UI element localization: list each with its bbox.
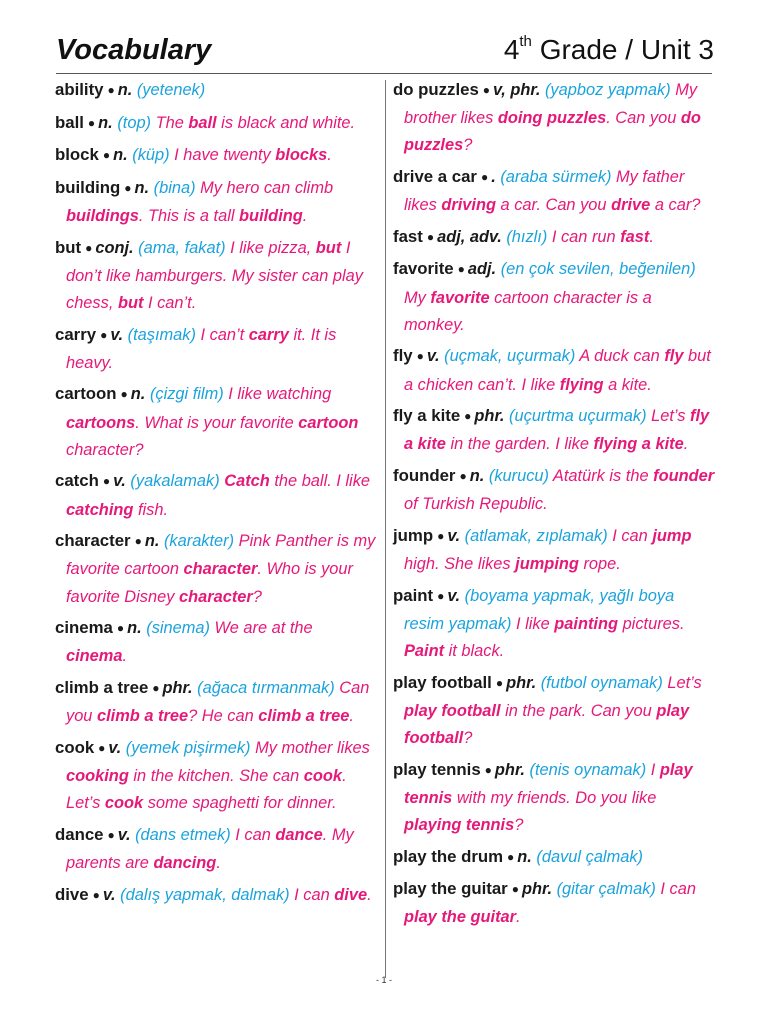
part-of-speech: n.	[134, 178, 150, 197]
example-sentence: My father likes driving a car. Can you drive a car?	[404, 168, 701, 215]
bullet-icon: ●	[116, 621, 125, 636]
bullet-icon: ●	[437, 588, 445, 603]
part-of-speech: phr.	[506, 673, 537, 692]
vocab-entry	[393, 163, 715, 219]
turkish-translation: (futbol oynamak)	[540, 673, 663, 692]
turkish-translation: (gitar çalmak)	[556, 880, 656, 899]
vocab-word: cartoon	[55, 384, 117, 404]
highlighted-word: climb a tree	[258, 707, 350, 726]
vocab-word: drive a car	[393, 167, 477, 186]
vocab-entry	[393, 462, 715, 518]
highlighted-word: flying	[559, 375, 604, 394]
example-sentence: I play tennis with my friends. Do you like playing tennis?	[404, 760, 693, 834]
part-of-speech: n.	[98, 113, 113, 132]
highlighted-word: dancing	[153, 853, 217, 872]
vocab-entry	[393, 402, 715, 458]
vocab-word: ball	[55, 112, 84, 132]
highlighted-word: jump	[652, 526, 692, 545]
part-of-speech: phr.	[494, 760, 525, 779]
example-sentence: I can dance. My parents are dancing.	[66, 825, 354, 872]
vocab-word: character	[55, 531, 131, 551]
highlighted-word: cartoons	[66, 413, 136, 432]
part-of-speech: v.	[447, 586, 461, 605]
bullet-icon: ●	[134, 534, 142, 549]
bullet-icon: ●	[416, 349, 424, 364]
example-sentence: I like painting pictures. Paint it black.	[404, 614, 685, 660]
highlighted-word: character	[183, 560, 258, 579]
example-sentence: We are at the cinema.	[66, 619, 313, 666]
highlighted-word: blocks	[275, 146, 328, 165]
turkish-translation: (top)	[117, 113, 152, 132]
example-sentence: A duck can fly but a chicken can’t. I like flying a kite.	[404, 347, 711, 394]
highlighted-word: painting	[554, 614, 619, 633]
vocab-word: but	[55, 237, 82, 257]
bullet-icon: ●	[107, 827, 115, 842]
turkish-translation: (sinema)	[146, 619, 210, 638]
turkish-translation: (küp)	[132, 146, 170, 165]
turkish-translation: (boyama yapmak, yağlı boya resim yapmak)	[404, 586, 675, 633]
bullet-icon: ●	[85, 240, 93, 255]
vocab-entry	[393, 669, 715, 753]
vocab-word: fast	[393, 226, 423, 246]
vocab-entry	[55, 141, 377, 170]
grade-unit-text: Grade / Unit 3	[539, 34, 714, 65]
highlighted-word: play football	[404, 701, 501, 720]
part-of-speech: v.	[117, 825, 131, 844]
turkish-translation: (ağaca tırmanmak)	[197, 678, 335, 697]
example-sentence: I can play the guitar.	[404, 880, 696, 927]
vocab-word: carry	[55, 324, 97, 344]
vocab-entry	[55, 674, 377, 730]
highlighted-word: driving	[441, 196, 496, 215]
vocab-entry	[55, 76, 377, 105]
example-sentence: My mother likes cooking in the kitchen. She can cook. Let’s cook some spaghetti for dinner.	[66, 738, 370, 813]
vocab-word: play tennis	[393, 759, 481, 779]
vocab-word: building	[55, 177, 121, 197]
vocab-entry	[393, 255, 715, 339]
vocabulary-column-right	[393, 76, 715, 935]
bullet-icon: ●	[102, 148, 111, 163]
example-sentence: I like pizza, but I don’t like hamburgers. My sister can play chess, but I can’t.	[66, 238, 363, 312]
part-of-speech: v.	[426, 347, 440, 366]
bullet-icon: ●	[457, 262, 465, 277]
vocab-word: cook	[55, 737, 95, 757]
vocab-word: dance	[55, 824, 104, 844]
vocab-entry	[393, 223, 715, 252]
turkish-translation: (araba sürmek)	[500, 168, 612, 186]
vocab-word: ability	[55, 80, 104, 99]
highlighted-word: playing tennis	[404, 815, 515, 834]
turkish-translation: (dalış yapmak, dalmak)	[120, 885, 290, 904]
vocab-word: jump	[393, 525, 434, 545]
turkish-translation: (en çok sevilen, beğenilen)	[500, 260, 696, 279]
turkish-translation: (uçmak, uçurmak)	[444, 347, 576, 366]
part-of-speech: n.	[113, 146, 128, 165]
highlighted-word: fly	[664, 347, 684, 366]
example-sentence: I have twenty blocks.	[169, 146, 332, 165]
highlighted-word: buildings	[66, 206, 139, 225]
vocab-word: cinema	[55, 618, 113, 638]
example-sentence: Let’s fly a kite in the garden. I like flying a kite.	[404, 407, 710, 454]
example-sentence: I can dive.	[289, 885, 372, 904]
bullet-icon: ●	[507, 849, 515, 864]
highlighted-word: favorite	[430, 288, 490, 307]
column-divider	[385, 80, 386, 978]
part-of-speech: adj, adv.	[437, 227, 502, 246]
example-sentence: Can you climb a tree? He can climb a tree.	[66, 678, 370, 726]
highlighted-word: but	[117, 293, 144, 312]
example-sentence: My favorite cartoon character is a monkey.	[404, 288, 652, 334]
vocab-word: play the drum	[393, 846, 504, 866]
highlighted-word: cook	[104, 794, 144, 813]
vocab-word: founder	[393, 465, 456, 485]
part-of-speech: n.	[517, 847, 532, 866]
highlighted-word: building	[239, 206, 303, 225]
bullet-icon: ●	[124, 180, 132, 195]
example-sentence: Catch the ball. I like catching fish.	[66, 472, 371, 519]
example-sentence: Atatürk is the founder of Turkish Republic.	[404, 466, 715, 514]
turkish-translation: (hızlı)	[506, 227, 548, 246]
highlighted-word: cooking	[66, 766, 129, 785]
highlighted-word: dive	[334, 885, 368, 904]
grade-suffix: th	[519, 32, 532, 50]
bullet-icon: ●	[484, 762, 492, 777]
example-sentence: The ball is black and white.	[151, 113, 356, 132]
vocab-word: play the guitar	[393, 879, 508, 899]
highlighted-word: cook	[303, 766, 343, 785]
vocab-word: paint	[393, 585, 434, 605]
vocab-entry	[55, 527, 377, 611]
highlighted-word: character	[178, 587, 253, 606]
turkish-translation: (tenis oynamak)	[529, 760, 647, 779]
highlighted-word: jumping	[515, 554, 579, 573]
vocab-word: play football	[393, 672, 492, 692]
bullet-icon: ●	[426, 229, 435, 244]
turkish-translation: (atlamak, zıplamak)	[464, 526, 608, 545]
vocab-entry	[393, 756, 715, 840]
part-of-speech: n.	[127, 619, 142, 638]
vocab-word: dive	[55, 884, 89, 904]
turkish-translation: (dans etmek)	[135, 825, 231, 844]
highlighted-word: carry	[248, 325, 289, 344]
part-of-speech: v.	[447, 526, 461, 545]
part-of-speech: v.	[108, 738, 122, 757]
highlighted-word: play tennis	[404, 760, 693, 807]
vocab-entry	[55, 821, 377, 877]
bullet-icon: ●	[464, 409, 472, 424]
vocab-entry	[55, 234, 377, 318]
grade-number: 4	[503, 34, 520, 65]
header-divider	[56, 73, 712, 74]
example-sentence: I can run fast.	[547, 227, 654, 246]
part-of-speech: v.	[113, 472, 126, 491]
turkish-translation: (çizgi film)	[149, 385, 224, 404]
turkish-translation: (yetenek)	[136, 81, 206, 99]
example-sentence: My brother likes doing puzzles. Can you do puzzles?	[404, 81, 701, 155]
vocab-word: favorite	[393, 259, 454, 279]
highlighted-word: ball	[188, 113, 217, 132]
vocab-word: fly a kite	[393, 406, 461, 426]
part-of-speech: phr.	[521, 880, 553, 899]
highlighted-word: climb a tree	[96, 707, 189, 726]
turkish-translation: (karakter)	[163, 532, 235, 551]
vocabulary-column-left	[55, 76, 377, 913]
highlighted-word: cartoon	[298, 413, 359, 432]
highlighted-word: Paint	[404, 641, 445, 660]
bullet-icon: ●	[107, 83, 115, 97]
part-of-speech: phr.	[474, 407, 505, 426]
bullet-icon: ●	[100, 327, 108, 342]
turkish-translation: (yapboz yapmak)	[544, 81, 671, 99]
example-sentence: Let’s play football in the park. Can you play football?	[404, 673, 702, 747]
turkish-translation: (taşımak)	[127, 325, 196, 344]
vocab-word: fly	[393, 346, 413, 366]
highlighted-word: flying a kite	[593, 435, 684, 454]
vocab-word: climb a tree	[55, 677, 149, 697]
vocab-entry	[55, 380, 377, 464]
highlighted-word: dance	[275, 825, 323, 844]
turkish-translation: (bina)	[153, 178, 196, 197]
highlighted-word: founder	[653, 466, 715, 485]
highlighted-word: play football	[404, 701, 690, 747]
example-sentence: My hero can climb buildings. This is a tall building.	[66, 178, 334, 225]
bullet-icon: ●	[92, 887, 100, 902]
highlighted-word: play the guitar	[404, 908, 517, 927]
vocab-entry	[55, 174, 377, 230]
example-sentence: Pink Panther is my favorite cartoon character. Who is your favorite Disney character?	[66, 532, 376, 606]
part-of-speech: n.	[130, 385, 146, 404]
bullet-icon: ●	[495, 675, 504, 690]
vocab-entry	[393, 76, 715, 160]
vocab-entry	[55, 321, 377, 377]
bullet-icon: ●	[482, 83, 491, 97]
part-of-speech: n.	[144, 532, 160, 551]
part-of-speech: n.	[117, 81, 133, 99]
vocab-entry	[55, 467, 377, 523]
vocab-entry	[55, 614, 377, 670]
example-sentence: I can’t carry it. It is heavy.	[66, 325, 337, 372]
turkish-translation: (uçurtma uçurmak)	[509, 407, 647, 426]
part-of-speech: .	[491, 168, 496, 186]
vocab-entry	[393, 843, 715, 872]
turkish-translation: (yakalamak)	[130, 472, 220, 491]
vocab-entry	[393, 875, 715, 931]
bullet-icon: ●	[87, 115, 96, 130]
highlighted-word: do puzzles	[404, 109, 701, 155]
part-of-speech: v, phr.	[493, 81, 541, 99]
turkish-translation: (davul çalmak)	[536, 847, 643, 866]
bullet-icon: ●	[98, 740, 106, 755]
part-of-speech: adj.	[467, 260, 497, 279]
part-of-speech: conj.	[95, 238, 134, 257]
highlighted-word: doing puzzles	[497, 109, 607, 128]
vocab-entry	[393, 582, 715, 666]
bullet-icon: ●	[511, 882, 519, 897]
part-of-speech: v.	[102, 885, 116, 904]
highlighted-word: Catch	[224, 472, 270, 491]
bullet-icon: ●	[459, 468, 467, 483]
part-of-speech: phr.	[162, 678, 193, 697]
bullet-icon: ●	[102, 474, 111, 489]
vocab-entry	[55, 881, 377, 910]
part-of-speech: n.	[469, 466, 485, 485]
example-sentence: I like watching cartoons. What is your favorite cartoon character?	[66, 385, 359, 459]
highlighted-word: but	[315, 238, 342, 257]
turkish-translation: (kurucu)	[488, 466, 549, 485]
example-sentence: I can jump high. She likes jumping rope.	[404, 526, 692, 573]
page-number: - 1 -	[375, 975, 392, 985]
page-header	[56, 34, 714, 74]
turkish-translation: (yemek pişirmek)	[125, 738, 251, 757]
highlighted-word: catching	[66, 500, 134, 519]
bullet-icon: ●	[120, 387, 128, 402]
vocab-word: catch	[55, 471, 99, 491]
vocab-entry	[393, 522, 715, 578]
bullet-icon: ●	[480, 170, 489, 184]
grade-unit-label	[504, 34, 714, 66]
vocab-word: do puzzles	[393, 80, 479, 99]
highlighted-word: cinema	[66, 647, 123, 666]
page-title: Vocabulary	[56, 34, 212, 66]
highlighted-word: fast	[620, 227, 650, 246]
vocab-entry	[55, 734, 377, 818]
highlighted-word: drive	[611, 196, 651, 215]
bullet-icon: ●	[152, 680, 160, 695]
bullet-icon: ●	[437, 528, 445, 543]
part-of-speech: v.	[110, 325, 124, 344]
vocab-word: block	[55, 145, 99, 165]
turkish-translation: (ama, fakat)	[138, 238, 226, 257]
highlighted-word: fly a kite	[404, 407, 710, 454]
vocab-entry	[393, 342, 715, 398]
vocab-entry	[55, 109, 377, 138]
